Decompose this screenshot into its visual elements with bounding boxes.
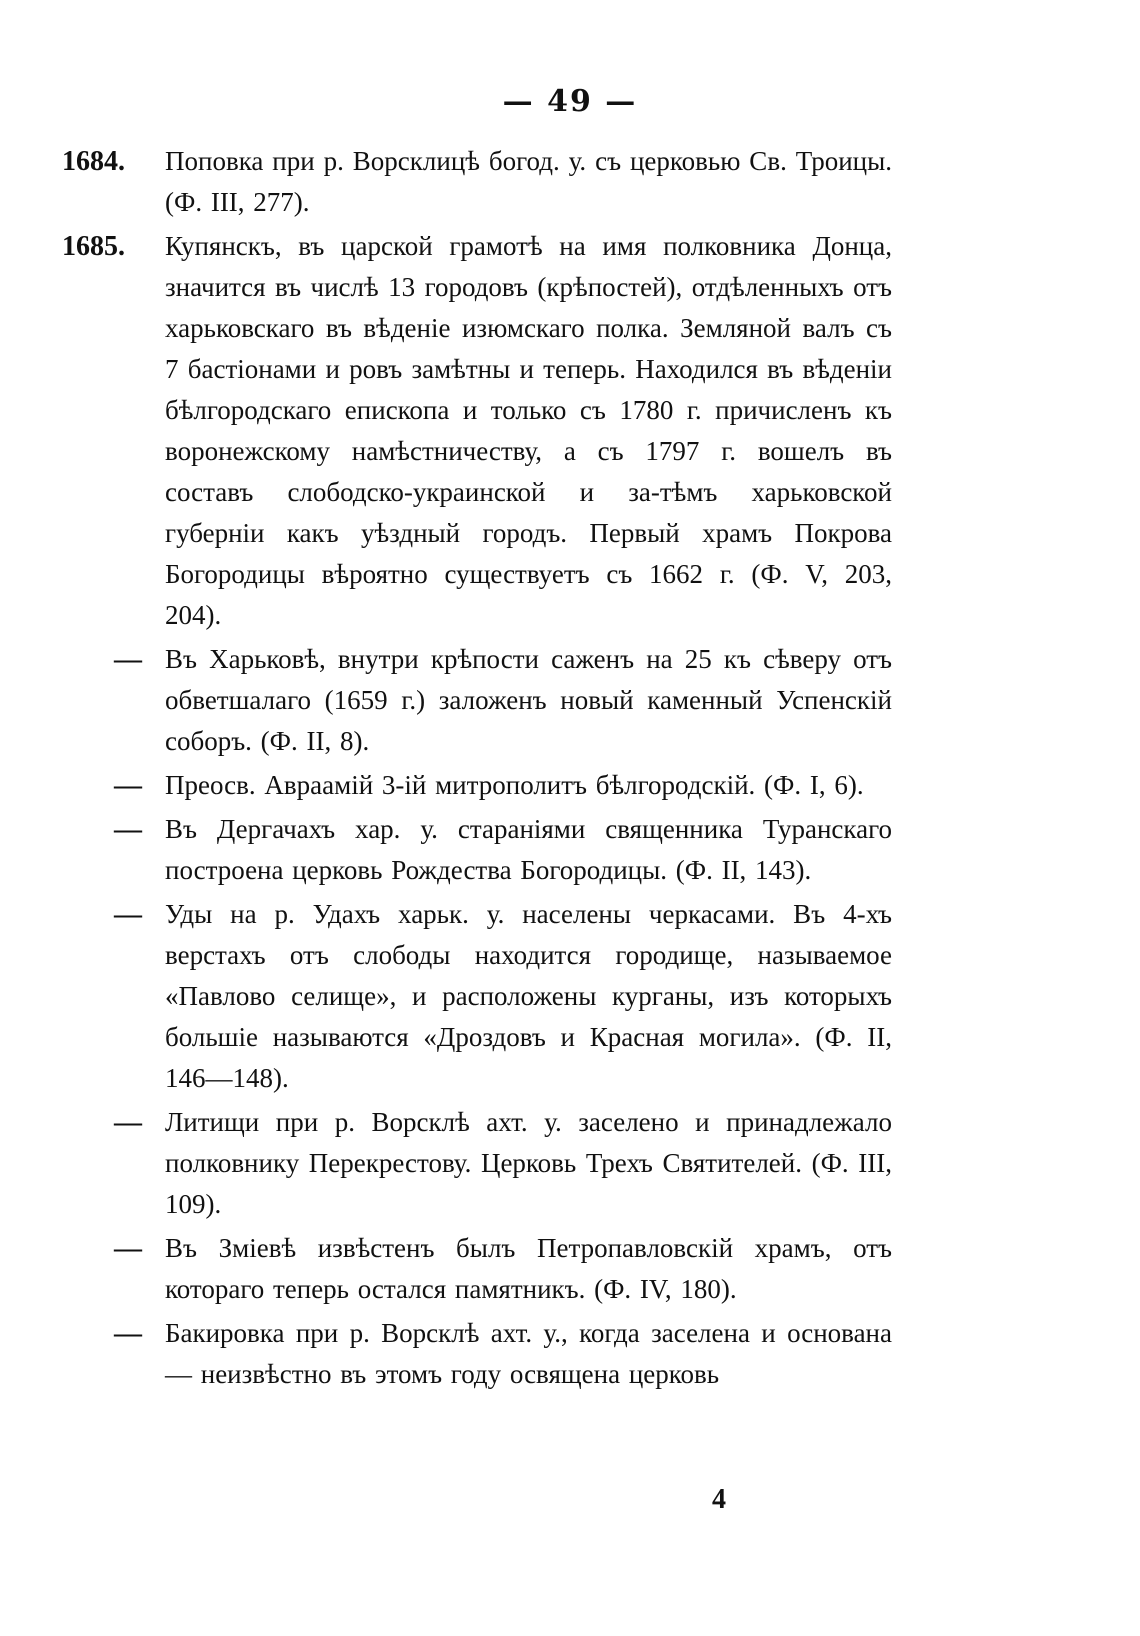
entry-bakirovka bbox=[62, 1313, 892, 1395]
entry-text: Уды на р. Удахъ харьк. у. населены черкасами. Въ 4-хъ верстахъ отъ слободы находится городище, называемое «Павлово селище», и расположены курганы, изъ которыхъ большіе называются «Дроздовъ и Красная могила». (Ф. II, 146—148). bbox=[165, 899, 892, 1093]
entry-lytyshchi bbox=[62, 1102, 892, 1225]
entry-udy bbox=[62, 894, 892, 1099]
entry-dash: — bbox=[114, 1233, 142, 1264]
entry-1685-kupyansk bbox=[62, 226, 892, 636]
entry-dergachi bbox=[62, 809, 892, 891]
entry-1684-popovka bbox=[62, 141, 892, 223]
page-number-header: — 49 — bbox=[502, 84, 638, 119]
entry-kharkov-cathedral bbox=[62, 639, 892, 762]
printer-signature-mark: 4 bbox=[712, 1484, 726, 1515]
entry-year: 1684. bbox=[62, 146, 125, 177]
entry-zmiev bbox=[62, 1228, 892, 1310]
entry-text: Въ Харьковѣ, внутри крѣпости саженъ на 25 къ сѣверу отъ обветшалаго (1659 г.) заложенъ новый каменный Успенскій соборъ. (Ф. II, 8). bbox=[165, 644, 892, 756]
entry-dash: — bbox=[114, 770, 142, 801]
entry-dash: — bbox=[114, 1318, 142, 1349]
entry-text: Преосв. Авраамій 3-ій митрополитъ бѣлгородскій. (Ф. I, 6). bbox=[165, 770, 864, 800]
entry-text: Купянскъ, въ царской грамотѣ на имя полковника Донца, значится въ числѣ 13 городовъ (крѣпостей), отдѣленныхъ отъ харьковскаго въ вѣденіе изюмскаго полка. Земляной валъ съ 7 бастіонами и ровъ замѣтны и теперь. Находился въ вѣденіи бѣлгородскаго епископа и только съ 1780 г. причисленъ къ воронежскому намѣстничеству, а съ 1797 г. вошелъ въ составъ слободско-украинской и за-тѣмъ харьковской губерніи какъ уѣздный городъ. Первый храмъ Покрова Богородицы вѣроятно существуетъ съ 1662 г. (Ф. V, 203, 204). bbox=[165, 231, 892, 630]
entry-text: Бакировка при р. Ворсклѣ ахт. у., когда заселена и основана — неизвѣстно въ этомъ году освящена церковь bbox=[165, 1318, 892, 1389]
chronicle-entries bbox=[62, 141, 892, 1398]
entry-text: Въ Дергачахъ хар. у. стараніями священника Туранскаго построена церковь Рождества Богородицы. (Ф. II, 143). bbox=[165, 814, 892, 885]
entry-year: 1685. bbox=[62, 231, 125, 262]
entry-text: Въ Зміевѣ извѣстенъ былъ Петропавловскій храмъ, отъ котораго теперь остался памятникъ. (Ф. IV, 180). bbox=[165, 1233, 892, 1304]
entry-dash: — bbox=[114, 1107, 142, 1138]
entry-text: Литищи при р. Ворсклѣ ахт. у. заселено и принадлежало полковнику Перекрестову. Церковь Трехъ Святителей. (Ф. III, 109). bbox=[165, 1107, 892, 1219]
entry-dash: — bbox=[114, 899, 142, 930]
entry-avraamiy bbox=[62, 765, 892, 806]
entry-dash: — bbox=[114, 644, 142, 675]
entry-dash: — bbox=[114, 814, 142, 845]
entry-text: Поповка при р. Ворсклицѣ богод. у. съ церковью Св. Троицы. (Ф. III, 277). bbox=[165, 146, 892, 217]
